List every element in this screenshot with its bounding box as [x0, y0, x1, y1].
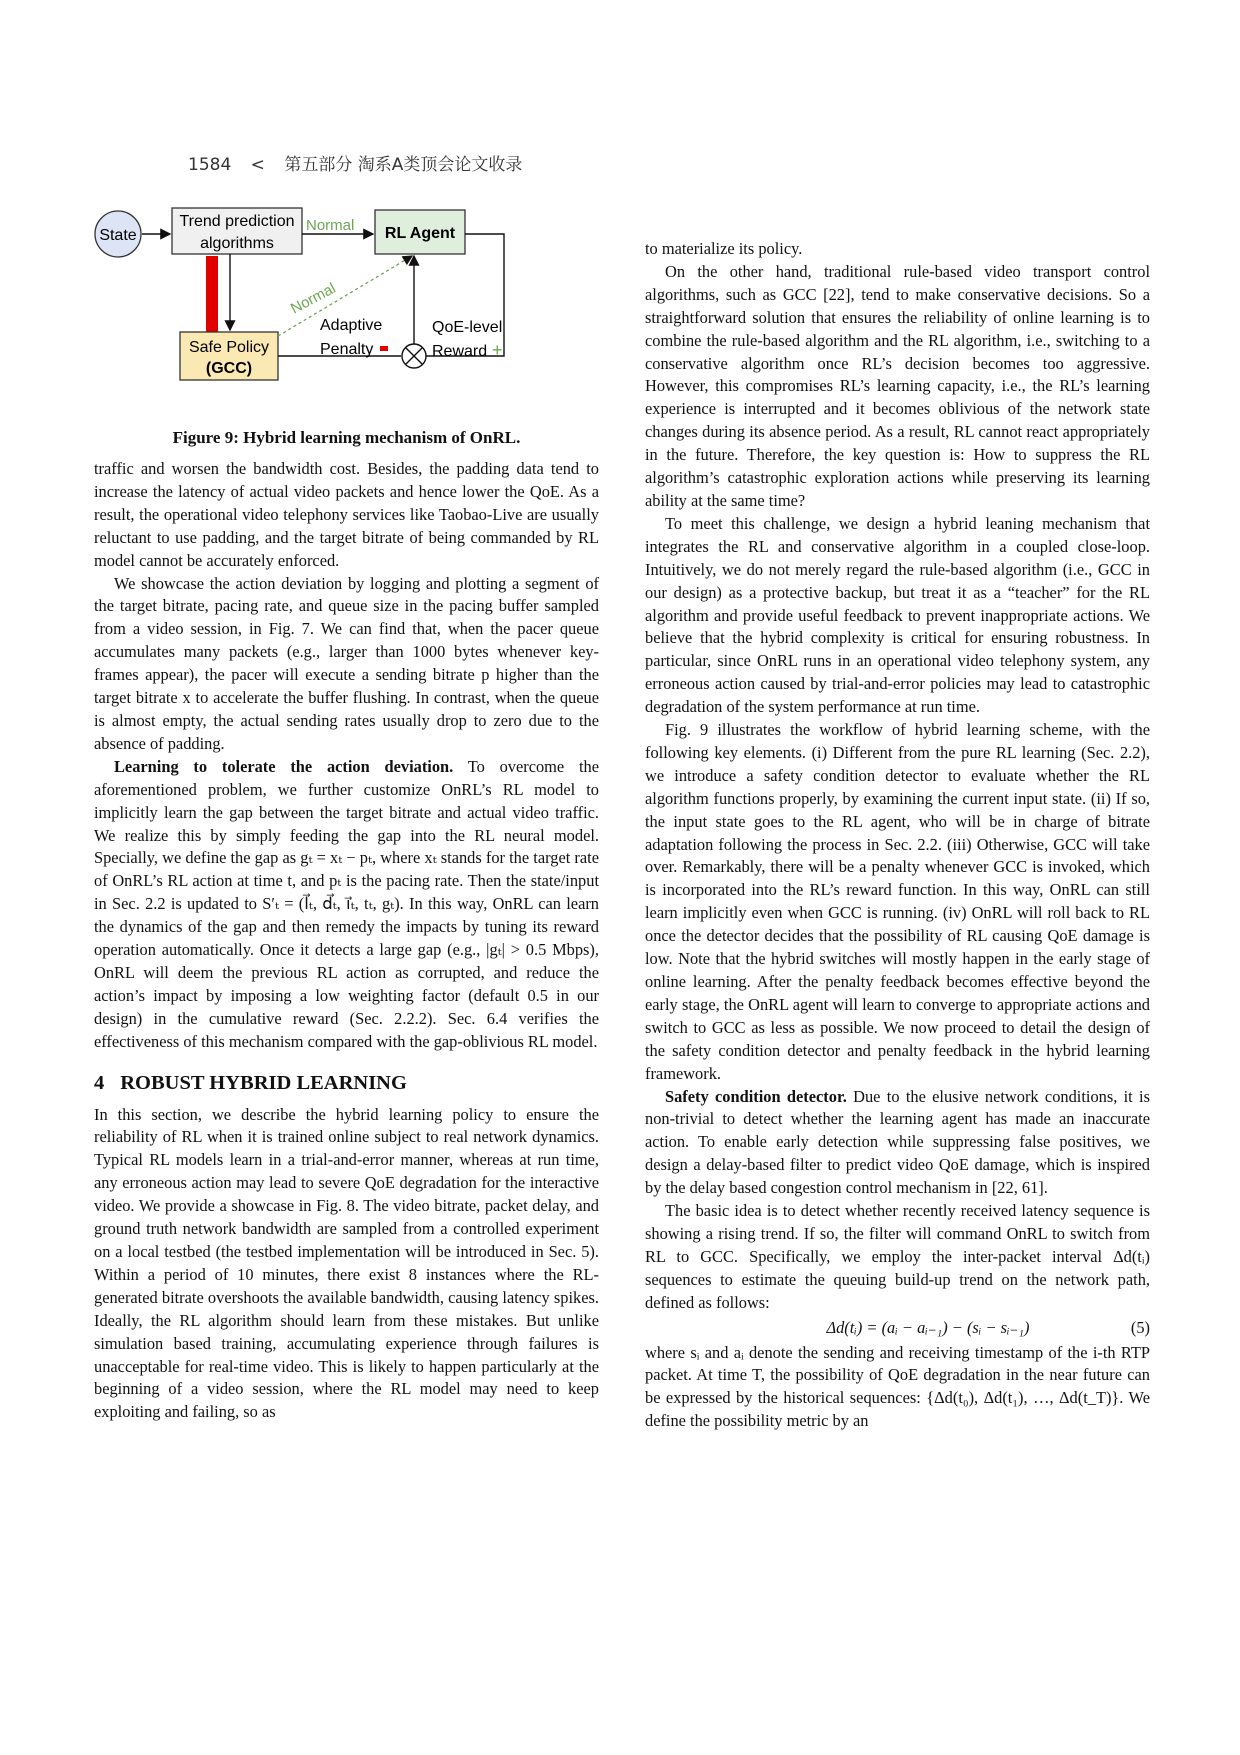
right-p5-runin: Safety condition detector.: [665, 1086, 847, 1106]
trend-label-1: Trend prediction: [179, 213, 295, 230]
right-p5-body: Due to the elusive network conditions, it is non-trivial to detect whether the learning agent has made an inaccurate action. To enable early detection while suppressing false positives, we design a delay-based filter to predict video QoE damage, which is inspired by the delay based congestion control mechanism in [22, 61].: [645, 1086, 1150, 1198]
safe-label-1: Safe Policy: [188, 339, 270, 356]
equation-5: [645, 1317, 1150, 1340]
safe-label-2: (GCC): [205, 360, 253, 377]
equation-number: (5): [1130, 1317, 1150, 1337]
section-number: 4: [94, 1071, 105, 1094]
right-paragraph-5: [645, 1086, 1150, 1201]
left-p3-body: To overcome the aforementioned problem, we further customize OnRL’s RL model to implicitly learn the gap between the target bitrate and actual video traffic. We realize this by simply feeding the gap into the RL neural model. Specially, we define the gap as gₜ = xₜ − pₜ, where xₜ stands for the target rate of OnRL’s RL action at time t, and pₜ is the pacing rate. Then the state/input in Sec. 2.2 is updated to S′ₜ = (l⃗ₜ, d⃗ₜ, i⃗ₜ, tₜ, gₜ). In this way, OnRL can learn the dynamics of the gap and then remedy the impacts by tuning its reward operation automatically. Once it detects a large gap (e.g., |gₜ| > 0.5 Mbps), OnRL will deem the previous RL action as corrupted, and reduce the action’s impact by imposing a low weighting factor (default 0.5 in our design) in the cumulative reward (Sec. 2.2.2). Sec. 6.4 verifies the effectiveness of this mechanism compared with the gap-oblivious RL model.: [94, 756, 599, 1051]
section-title: ROBUST HYBRID LEARNING: [120, 1071, 407, 1094]
right-paragraph-4: Fig. 9 illustrates the workflow of hybrid learning scheme, with the following key elements. (i) Different from the pure RL learning (Sec. 2.2), we introduce a safety condition detector to evaluate whether the RL algorithm functions properly, by examining the current input state. (ii) If so, the input state goes to the RL agent, who will be in charge of bitrate adaptation following the process in Sec. 2.2. (iii) Otherwise, GCC will take over. Remarkably, there will be a penalty whenever GCC is invoked, which is incorporated into the RL’s reward function. In this way, OnRL can still learn implicitly even when GCC is running. (iv) OnRL will roll back to RL once the detector decides that the possibility of RL causing QoE damage is low. Note that the hybrid switches will mostly happen in the early stage of online learning. After the penalty feedback becomes effective beyond the early stage, the OnRL agent will learn to converge to appropriate actions and switch to GCC as less as possible. We now proceed to detail the design of the safety condition detector and penalty feedback in the hybrid learning framework.: [645, 720, 1150, 1083]
state-label: State: [99, 227, 137, 244]
trend-label-2: algorithms: [200, 235, 274, 252]
left-paragraph-4: In this section, we describe the hybrid learning policy to ensure the reliability of RL when it is trained online subject to real network dynamics. Typical RL models learn in a trial-and-error manner, whereas at run time, any erroneous action may lead to severe QoE degradation for the interactive video. We provide a showcase in Fig. 8. The video bitrate, packet delay, and ground truth network bandwidth are sampled from a controlled experiment on a local testbed (the testbed implementation will be introduced in Sec. 5). Within a period of 10 minutes, there exist 8 instances where the RL-generated bitrate overshoots the available bandwidth, causing latency spikes. Ideally, the RL algorithm should learn from these mistakes. But unlike simulation based training, accumulating experience through failures is unacceptable for real-time video. This is likely to happen particularly at the beginning of a video session, where the RL model may need to keep exploiting and failing, so as: [94, 1104, 599, 1422]
normal-top-label: Normal: [306, 217, 355, 234]
adaptive-label: Adaptive: [320, 317, 383, 334]
reward-label: Reward: [432, 343, 488, 360]
equation-formula: Δd(tᵢ) = (aᵢ − aᵢ₋₁) − (sᵢ − sᵢ₋₁): [826, 1317, 1030, 1337]
left-paragraph-3: [94, 756, 599, 1054]
page-number: 1584: [188, 155, 232, 175]
right-column: [645, 238, 1150, 1433]
left-paragraph-2: We showcase the action deviation by logging and plotting a segment of the target bitrate, pacing rate, and queue size in the pacing buffer sampled from a video session, in Fig. 7. We can find that, when the pacer queue accumulates many packets (e.g., larger than 1000 bytes whenever key-frames appear), the pacer will execute a sending bitrate p higher than the target bitrate x to accelerate the buffer flushing. In contrast, when the queue is almost empty, the actual sending rates usually drop to zero due to the absence of padding.: [94, 573, 599, 753]
section-heading: [94, 1070, 599, 1096]
figure-hybrid-learning: [94, 213, 599, 460]
plus-sign: +: [492, 340, 503, 360]
header-section: 第五部分 淘系A类顶会论文收录: [284, 155, 523, 175]
right-paragraph-2: On the other hand, traditional rule-based video transport control algorithms, such as GCC [22], tend to make conservative decisions. So a straightforward solution that ensures the reliability of online learning is to combine the rule-based algorithm and the RL algorithm, i.e., switching to a conservative algorithm once RL’s decision becomes too aggressive. However, this compromises RL’s learning capacity, i.e., the RL’s learning experience is interrupted and it becomes oblivious of the network state changes during its absence period. As a result, RL cannot react appropriately in the future. Therefore, the key question is: How to suppress the RL algorithm’s catastrophic exploration actions while preserving its learning ability at the same time?: [645, 261, 1150, 510]
right-paragraph-3: To meet this challenge, we design a hybrid leaning mechanism that integrates the RL and conservative algorithm in a coupled close-loop. Intuitively, we do not merely regard the rule-based algorithm (i.e., GCC in our design) as a protective backup, but treat it as a “teacher” for the RL algorithm and provide useful feedback to prevent inappropriate actions. We believe that the hybrid complexity is critical for ensuring robustness. In particular, since OnRL runs in an operational video telephony system, any erroneous action caused by trial-and-error policies may lead to catastrophic degradation of the system performance at run time.: [645, 513, 1150, 717]
figure-caption: Figure 9: Hybrid learning mechanism of OnRL.: [172, 428, 521, 447]
header-separator: <: [250, 155, 265, 175]
left-p3-runin: Learning to tolerate the action deviation.: [114, 756, 454, 776]
minus-sign: [380, 346, 388, 351]
running-head: [188, 150, 536, 175]
qoe-label: QoE-level: [432, 319, 503, 336]
right-paragraph-1: to materialize its policy.: [645, 239, 803, 258]
right-paragraph-7: where sᵢ and aᵢ denote the sending and receiving timestamp of the i-th RTP packet. At time T, the possibility of QoE degradation in the near future can be expressed by the historical sequences: {Δd(t₀), Δd(t₁), …, Δd(t_T)}. We define the possibility metric by an: [645, 1342, 1150, 1431]
right-paragraph-6: The basic idea is to detect whether recently received latency sequence is showing a rising trend. If so, the filter will command OnRL to switch from RL to GCC. Specifically, we employ the inter-packet interval Δd(tᵢ) sequences to estimate the queuing build-up trend on the network path, defined as follows:: [645, 1201, 1150, 1312]
rl-agent-label: RL Agent: [384, 225, 456, 242]
left-column: [94, 458, 599, 1424]
penalty-label: Penalty: [320, 341, 374, 358]
normal-diag-label: Normal: [287, 279, 339, 318]
figure-diagram: [94, 213, 599, 432]
left-paragraph-1: traffic and worsen the bandwidth cost. Besides, the padding data tend to increase the latency of actual video packets and hence lower the QoE. As a result, the operational video telephony services like Taobao-Live are usually reluctant to use padding, and the target bitrate of being commanded by RL model cannot be accurately enforced.: [94, 459, 599, 570]
